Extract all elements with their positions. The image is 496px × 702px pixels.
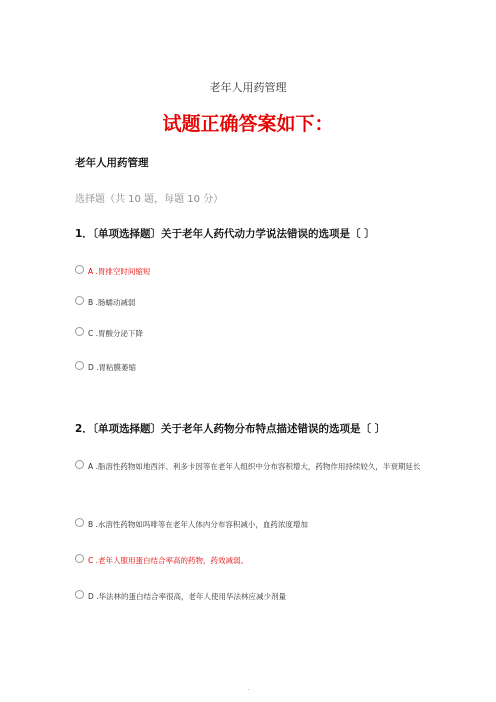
- q1-option-c[interactable]: [75, 323, 437, 344]
- question-2: 2．〔单项选择题〕关于老年人药物分布特点描述错误的选项是〔 〕: [75, 423, 386, 435]
- question-meta: 选择题（共 10 题，每题 10 分）: [75, 194, 224, 205]
- answer-heading: 试题正确答案如下：: [162, 113, 334, 135]
- document-title: 老年人用药管理: [209, 81, 287, 94]
- q2-option-b[interactable]: [75, 514, 437, 535]
- option-label: C .胃酸分泌下降: [88, 329, 144, 338]
- radio-icon[interactable]: [75, 265, 84, 274]
- radio-icon[interactable]: [75, 296, 84, 305]
- radio-icon[interactable]: [75, 460, 84, 469]
- option-label: C .老年人服用蛋白结合率高的药物，药效减弱。: [88, 556, 249, 565]
- q2-option-d[interactable]: [75, 586, 437, 607]
- q1-option-d[interactable]: [75, 357, 437, 378]
- option-label: A .胃排空时间缩短: [88, 267, 151, 276]
- option-label: D .华法林的蛋白结合率很高，老年人使用华法林应减少剂量: [88, 592, 287, 601]
- option-label: B .肠蠕动减弱: [88, 298, 136, 307]
- q1-option-b[interactable]: [75, 292, 437, 313]
- radio-icon[interactable]: [75, 361, 84, 370]
- radio-icon[interactable]: [75, 327, 84, 336]
- radio-icon[interactable]: [75, 518, 84, 527]
- q1-option-a[interactable]: [75, 261, 437, 282]
- q2-option-c[interactable]: [75, 550, 437, 571]
- section-title: 老年人用药管理: [75, 157, 149, 169]
- q2-option-a[interactable]: [75, 456, 437, 477]
- option-label: A .脂溶性药物如地西泮、利多卡因等在老年人组织中分布容积增大，药物作用持续较久，半衰期延长: [88, 462, 421, 471]
- question-1: 1．〔单项选择题〕关于老年人药代动力学说法错误的选项是〔 〕: [75, 228, 375, 240]
- option-label: B .水溶性药物如吗啡等在老年人体内分布容积减小，血药浓度增加: [88, 520, 308, 529]
- page-mark: .: [247, 683, 250, 692]
- radio-icon[interactable]: [75, 554, 84, 563]
- option-label: D .胃粘膜萎缩: [88, 363, 137, 372]
- radio-icon[interactable]: [75, 590, 84, 599]
